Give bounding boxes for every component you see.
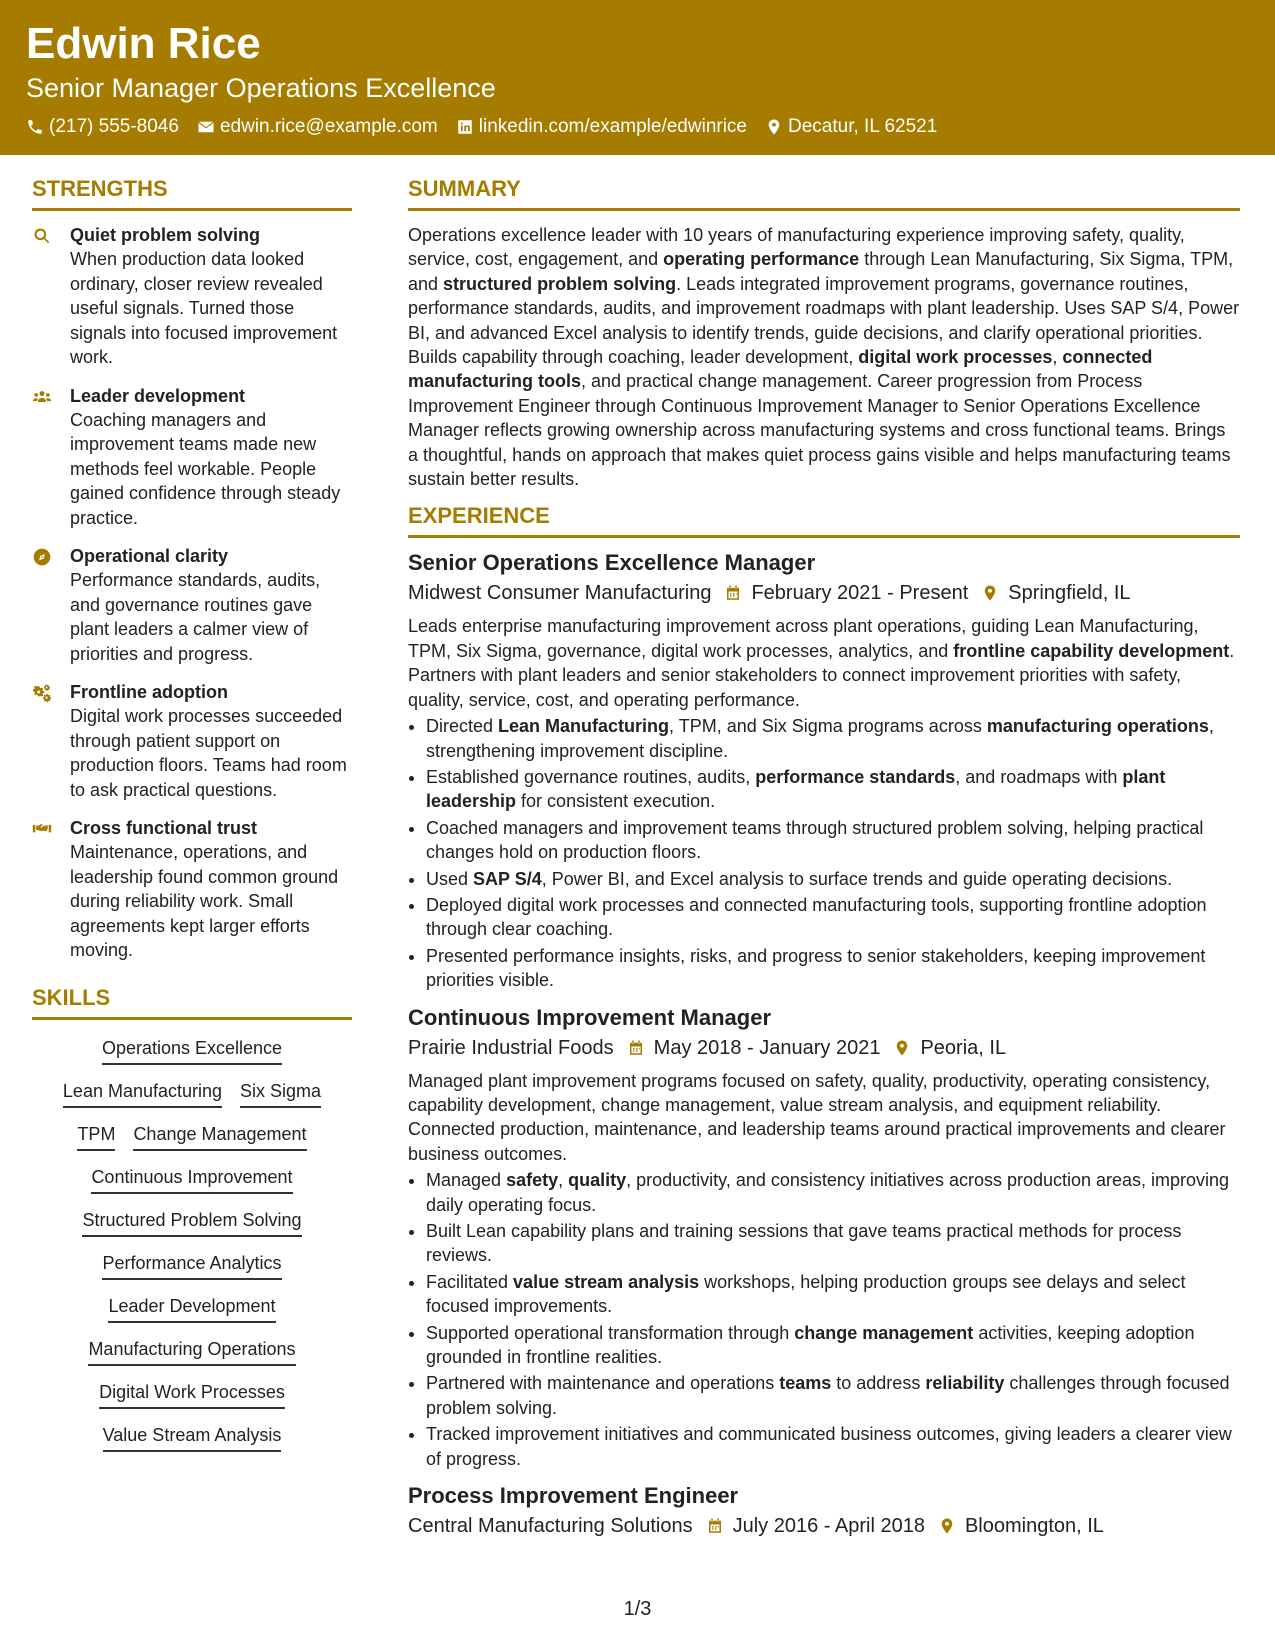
job-dates: May 2018 - January 2021 xyxy=(653,1036,881,1059)
skill-tag: Change Management xyxy=(133,1122,306,1151)
company-name: Prairie Industrial Foods xyxy=(408,1036,614,1059)
text-run: workshops, helping production groups see delays and select focused improvements. xyxy=(426,1271,1186,1317)
strength-desc: Digital work processes succeeded through patient support on production floors. Teams had room to ask practical questions. xyxy=(70,706,347,800)
skills-row xyxy=(32,1079,352,1108)
skills-row xyxy=(32,1251,352,1280)
job-entry xyxy=(408,550,1240,992)
skill-tag: Value Stream Analysis xyxy=(103,1423,282,1452)
text-run: , xyxy=(1052,347,1063,368)
skill-tag: Continuous Improvement xyxy=(91,1165,292,1194)
bullet-item xyxy=(426,765,1240,814)
company-name: Central Manufacturing Solutions xyxy=(408,1515,693,1538)
text-run: , productivity, and consistency initiatives across production areas, improving daily operating focus. xyxy=(426,1170,1230,1215)
bold-text: operating performance xyxy=(663,249,860,270)
experience-heading: EXPERIENCE xyxy=(408,505,1240,538)
text-run: Coached managers and improvement teams through structured problem solving, helping practical changes hold on production floors. xyxy=(426,817,1204,863)
strength-desc: Maintenance, operations, and leadership found common ground during reliability work. Small agreements kept larger efforts moving. xyxy=(70,842,339,960)
text-run: Facilitated xyxy=(426,1271,514,1292)
strength-item xyxy=(32,816,352,963)
email-text: edwin.rice@example.com xyxy=(219,116,438,137)
strength-body xyxy=(70,384,352,531)
contact-linkedin[interactable] xyxy=(456,116,747,138)
skill-tag: Structured Problem Solving xyxy=(82,1208,301,1237)
job-title: Process Improvement Engineer xyxy=(408,1483,739,1509)
summary-heading: SUMMARY xyxy=(408,178,1240,211)
job-bullets xyxy=(408,1168,1240,1471)
skill-tag: Performance Analytics xyxy=(102,1251,281,1280)
strength-item xyxy=(32,544,352,666)
skills-list xyxy=(32,1032,352,1452)
calendar-icon xyxy=(706,1517,724,1535)
job-dates: February 2021 - Present xyxy=(751,582,969,605)
text-run: . Partners with plant leaders and senior stakeholders to connect improvement priorities with safety, quality, service, cost, and operating performance. xyxy=(408,640,1235,710)
strength-icon-wrap xyxy=(32,384,70,531)
summary-text xyxy=(408,223,1240,491)
people-icon xyxy=(32,387,52,407)
skill-tag: Digital Work Processes xyxy=(99,1380,285,1409)
job-title: Senior Operations Excellence Manager xyxy=(408,550,816,576)
skills-row xyxy=(32,1380,352,1409)
job-meta xyxy=(408,579,1240,607)
text-run: Used xyxy=(426,868,474,889)
map-pin-icon xyxy=(893,1039,911,1057)
strength-body xyxy=(70,816,352,963)
text-run: , xyxy=(558,1170,569,1191)
text-run: , TPM, and Six Sigma programs across xyxy=(669,716,987,737)
job-entry xyxy=(408,1483,1240,1540)
text-run: activities, keeping adoption grounded in frontline realities. xyxy=(426,1322,1195,1368)
job-bullets xyxy=(408,714,1240,992)
map-pin-icon xyxy=(938,1517,956,1535)
skill-tag: Manufacturing Operations xyxy=(88,1337,295,1366)
job-location: Springfield, IL xyxy=(1008,582,1131,605)
skills-row xyxy=(32,1423,352,1452)
bullet-item xyxy=(426,893,1240,942)
contact-phone[interactable] xyxy=(26,116,179,138)
resume-header xyxy=(0,0,1275,155)
bold-text: structured problem solving xyxy=(443,273,677,294)
text-run: Managed plant improvement programs focused on safety, quality, productivity, operating consistency, capability development, change management, value stream analysis, and equipment reliability. Connected production, maintenance, and leadership teams around practical improvements and clearer business outcomes. xyxy=(408,1070,1226,1164)
bullet-item xyxy=(426,816,1240,865)
calendar-icon xyxy=(724,584,742,602)
candidate-name: Edwin Rice xyxy=(26,19,261,68)
skill-tag: Lean Manufacturing xyxy=(63,1079,222,1108)
skill-tag: Operations Excellence xyxy=(102,1036,282,1065)
skills-heading: SKILLS xyxy=(32,987,352,1020)
bullet-item xyxy=(426,1321,1240,1370)
bullet-item xyxy=(426,1371,1240,1420)
left-column xyxy=(32,178,352,1452)
skill-tag: Leader Development xyxy=(108,1294,275,1323)
contact-bar xyxy=(26,116,937,138)
job-location: Peoria, IL xyxy=(920,1036,1007,1059)
text-run: through Lean Manufacturing, Six Sigma, TPM, and xyxy=(408,249,1234,294)
linkedin-icon xyxy=(456,118,474,136)
skill-tag: TPM xyxy=(77,1122,115,1151)
experience-list xyxy=(408,550,1240,1540)
page-number: 1/3 xyxy=(623,1598,652,1620)
strength-title: Leader development xyxy=(70,385,246,406)
magnifier-icon xyxy=(32,226,52,246)
job-location: Bloomington, IL xyxy=(964,1515,1104,1538)
skills-row xyxy=(32,1337,352,1366)
job-title: Continuous Improvement Manager xyxy=(408,1004,772,1030)
strength-title: Cross functional trust xyxy=(70,818,258,838)
strength-desc: Performance standards, audits, and governance routines gave plant leaders a calmer view of priorities and progress. xyxy=(70,570,321,664)
contact-location xyxy=(765,116,937,138)
strength-title: Frontline adoption xyxy=(70,682,228,702)
bullet-item xyxy=(426,1270,1240,1319)
bullet-item xyxy=(426,1168,1240,1217)
strength-desc: Coaching managers and improvement teams made new methods feel workable. People gained confidence through steady practice. xyxy=(70,409,341,528)
text-run: Deployed digital work processes and connected manufacturing tools, supporting frontline adoption through clear coaching. xyxy=(426,894,1207,940)
skills-section xyxy=(32,984,352,1452)
job-meta xyxy=(408,1512,1240,1540)
text-run: Presented performance insights, risks, and progress to senior stakeholders, keeping improvement priorities visible. xyxy=(426,945,1206,991)
bullet-item xyxy=(426,714,1240,763)
strength-body xyxy=(70,544,352,666)
strengths-heading: STRENGTHS xyxy=(32,178,352,211)
strength-title: Quiet problem solving xyxy=(70,225,261,245)
bold-text: performance standards xyxy=(755,766,956,787)
bold-text: change management xyxy=(794,1322,974,1343)
strength-icon-wrap xyxy=(32,816,70,963)
location-text: Decatur, IL 62521 xyxy=(788,116,938,137)
text-run: Supported operational transformation through xyxy=(426,1322,795,1343)
job-meta xyxy=(408,1034,1240,1062)
text-run: challenges through focused problem solving. xyxy=(426,1373,1230,1418)
bold-text: reliability xyxy=(925,1373,1005,1394)
skill-tag: Six Sigma xyxy=(240,1079,321,1108)
strength-body xyxy=(70,223,352,370)
bold-text: SAP S/4 xyxy=(473,868,542,889)
bullet-item xyxy=(426,867,1240,891)
gears-icon xyxy=(32,683,52,703)
bold-text: safety xyxy=(506,1170,559,1191)
phone-text: (217) 555-8046 xyxy=(49,116,179,137)
bold-text: plant leadership xyxy=(426,766,1166,812)
text-run: Built Lean capability plans and training sessions that gave teams practical methods for process reviews. xyxy=(426,1221,1182,1266)
compass-icon xyxy=(32,547,52,567)
job-dates: July 2016 - April 2018 xyxy=(732,1515,925,1538)
handshake-icon xyxy=(32,819,52,839)
text-run: Leads enterprise manufacturing improvement across plant operations, guiding Lean Manufacturing, TPM, Six Sigma, governance, digital work processes, analytics, and xyxy=(408,616,1199,661)
text-run: Operations excellence leader with 10 years of manufacturing experience improving safety, quality, service, cost, engagement, and xyxy=(408,225,1185,270)
bold-text: frontline capability development xyxy=(953,640,1230,661)
job-description xyxy=(408,1069,1240,1167)
text-run: , Power BI, and Excel analysis to surface trends and guide operating decisions. xyxy=(541,868,1173,889)
bold-text: Lean Manufacturing xyxy=(498,716,670,737)
strengths-list xyxy=(32,223,352,963)
bullet-item xyxy=(426,1422,1240,1471)
skills-row xyxy=(32,1294,352,1323)
strength-item xyxy=(32,223,352,370)
text-run: Managed xyxy=(426,1170,507,1191)
text-run: Directed xyxy=(426,716,499,737)
skills-row xyxy=(32,1122,352,1151)
envelope-icon xyxy=(197,118,215,136)
text-run: Established governance routines, audits, xyxy=(426,766,756,787)
strength-item xyxy=(32,680,352,802)
bold-text: manufacturing operations xyxy=(986,716,1209,737)
strength-icon-wrap xyxy=(32,223,70,370)
text-run: to address xyxy=(831,1373,926,1394)
skills-row xyxy=(32,1208,352,1237)
bold-text: digital work processes xyxy=(858,347,1053,368)
strength-item xyxy=(32,384,352,531)
company-name: Midwest Consumer Manufacturing xyxy=(408,582,712,605)
text-run: for consistent execution. xyxy=(516,791,716,812)
strength-desc: When production data looked ordinary, closer review revealed useful signals. Turned those signals into focused improvement work. xyxy=(70,249,338,367)
strength-body xyxy=(70,680,352,802)
text-run: . Leads integrated improvement programs, governance routines, performance standards, audits, and improvement roadmaps with plant leadership. Uses SAP S/4, Power BI, and advanced Excel analysis to identify trends, guide decisions, and clarify operational priorities. Builds capability through coaching, leader development, xyxy=(408,273,1240,368)
bullet-item xyxy=(426,944,1240,993)
text-run: Tracked improvement initiatives and communicated business outcomes, giving leaders a clearer view of progress. xyxy=(426,1424,1232,1469)
text-run: , and roadmaps with xyxy=(955,766,1123,787)
skills-row xyxy=(32,1165,352,1194)
job-description xyxy=(408,614,1240,712)
calendar-icon xyxy=(627,1039,645,1057)
job-entry xyxy=(408,1005,1240,1472)
strength-title: Operational clarity xyxy=(70,546,229,566)
skills-row xyxy=(32,1036,352,1065)
bold-text: value stream analysis xyxy=(513,1271,700,1292)
map-pin-icon xyxy=(981,584,999,602)
strength-icon-wrap xyxy=(32,544,70,666)
map-pin-icon xyxy=(765,118,783,136)
bold-text: teams xyxy=(779,1373,832,1394)
linkedin-text: linkedin.com/example/edwinrice xyxy=(478,116,748,137)
contact-email[interactable] xyxy=(197,116,438,138)
bold-text: connected manufacturing tools xyxy=(408,347,1153,392)
strength-icon-wrap xyxy=(32,680,70,802)
phone-icon xyxy=(26,118,44,136)
right-column xyxy=(408,178,1240,1552)
candidate-title: Senior Manager Operations Excellence xyxy=(26,73,496,103)
bullet-item xyxy=(426,1219,1240,1268)
text-run: , and practical change management. Career progression from Process Improvement Engineer through Continuous Improvement Manager to Senior Operations Excellence Manager reflects growing ownership across manufacturing systems and cross functional teams. Brings a thoughtful, hands on approach that makes quiet process gains visible and helps manufacturing teams sustain better results. xyxy=(408,371,1231,490)
bold-text: quality xyxy=(568,1170,627,1191)
text-run: , strengthening improvement discipline. xyxy=(426,716,1214,761)
text-run: Partnered with maintenance and operations xyxy=(426,1373,780,1394)
